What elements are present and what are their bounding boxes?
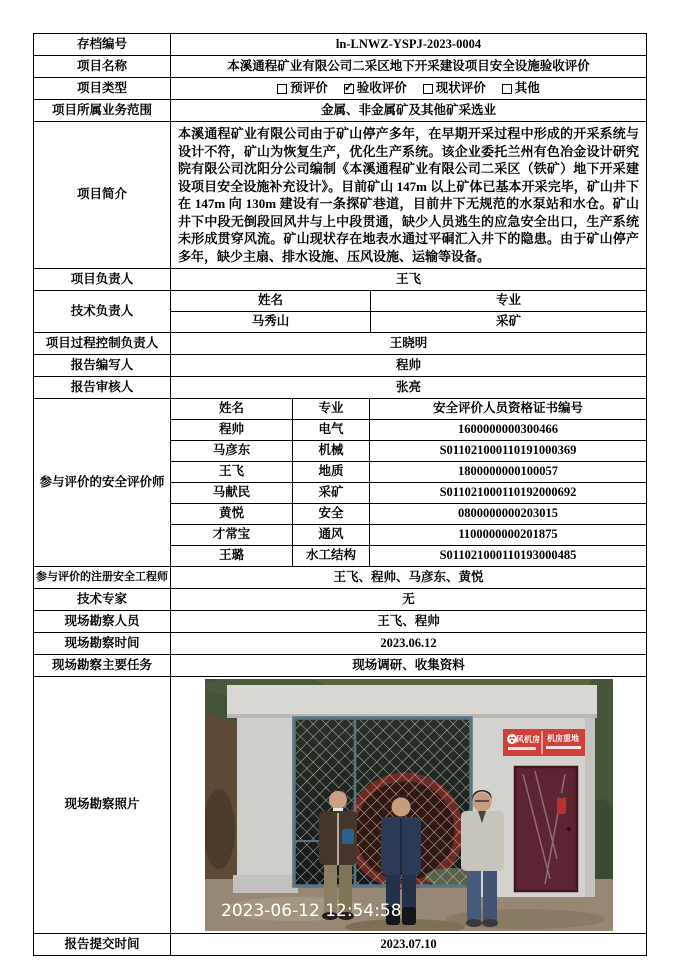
option-acceptance-evaluation xyxy=(344,81,407,97)
checkbox-unchecked-icon xyxy=(423,84,433,94)
column-header-major: 专业 xyxy=(495,293,521,308)
row-tech-leader xyxy=(34,291,646,333)
row-archive-no xyxy=(34,34,646,56)
evaluator-name: 王飞 xyxy=(171,462,293,482)
field-label: 项目类型 xyxy=(34,78,171,99)
row-project-type xyxy=(34,78,646,100)
row-report-writer xyxy=(34,355,646,377)
row-project-leader xyxy=(34,269,646,291)
row-survey-photo xyxy=(34,677,646,934)
evaluator-row xyxy=(171,420,646,441)
evaluator-row xyxy=(171,441,646,462)
field-label: 项目名称 xyxy=(34,56,171,77)
tech-leader-row xyxy=(171,312,646,332)
checkbox-label: 验收评价 xyxy=(356,80,407,95)
evaluator-name: 程帅 xyxy=(171,420,293,440)
survey-photo-cell xyxy=(171,677,646,933)
tech-leader-major: 采矿 xyxy=(495,314,521,329)
checkbox-label: 预评价 xyxy=(290,80,328,95)
option-pre-evaluation xyxy=(277,81,328,97)
evaluator-major: 地质 xyxy=(293,462,370,482)
checkbox-label: 现状评价 xyxy=(435,80,486,95)
evaluator-cert: 1100000000201875 xyxy=(458,527,558,542)
field-label: 现场勘察主要任务 xyxy=(34,655,171,676)
evaluator-major: 机械 xyxy=(293,441,370,461)
survey-staff: 王飞、程帅 xyxy=(377,613,440,628)
tech-experts: 无 xyxy=(402,591,415,606)
column-header-name: 姓名 xyxy=(171,399,293,419)
project-info-table xyxy=(33,33,647,956)
report-submit-date: 2023.07.10 xyxy=(380,936,437,951)
report-reviewer: 张亮 xyxy=(395,379,421,394)
door-handle xyxy=(567,827,571,831)
evaluator-major: 通风 xyxy=(293,525,370,545)
checkbox-label: 其他 xyxy=(514,80,540,95)
survey-date: 2023.06.12 xyxy=(380,635,437,650)
field-label: 报告编写人 xyxy=(34,355,171,376)
row-project-brief xyxy=(34,122,646,269)
option-other xyxy=(502,81,540,97)
project-type-options xyxy=(171,78,646,99)
row-survey-staff xyxy=(34,611,646,633)
project-name: 本溪通程矿业有限公司二采区地下开采建设项目安全设施验收评价 xyxy=(227,58,590,73)
field-label: 技术专家 xyxy=(34,589,171,610)
registered-engineers: 王飞、程帅、马彦东、黄悦 xyxy=(333,569,484,584)
field-label: 报告提交时间 xyxy=(34,934,171,955)
evaluator-name: 才常宝 xyxy=(171,525,293,545)
field-label: 存档编号 xyxy=(34,34,171,55)
evaluator-row xyxy=(171,504,646,525)
evaluators-subtable xyxy=(171,399,646,566)
tech-leader-header xyxy=(171,291,646,312)
field-label: 项目过程控制负责人 xyxy=(34,333,171,354)
evaluator-row xyxy=(171,546,646,566)
evaluator-cert: 0800000000203015 xyxy=(458,506,558,521)
field-label: 技术负责人 xyxy=(34,291,171,332)
process-control-leader: 王晓明 xyxy=(389,335,428,350)
evaluator-row xyxy=(171,483,646,504)
report-writer: 程帅 xyxy=(395,357,421,372)
field-label: 参与评价的注册安全工程师 xyxy=(34,567,171,588)
evaluator-name: 王璐 xyxy=(171,546,293,566)
field-label: 现场勘察时间 xyxy=(34,633,171,654)
checkbox-checked-icon xyxy=(344,84,354,94)
row-survey-task xyxy=(34,655,646,677)
survey-task: 现场调研、收集资料 xyxy=(352,657,465,672)
column-header-major: 专业 xyxy=(293,399,370,419)
tech-leader-subtable xyxy=(171,291,646,332)
row-report-reviewer xyxy=(34,377,646,399)
row-survey-date xyxy=(34,633,646,655)
evaluator-major: 采矿 xyxy=(293,483,370,503)
row-evaluators xyxy=(34,399,646,567)
evaluators-header xyxy=(171,399,646,420)
tech-leader-name: 马秀山 xyxy=(171,312,371,332)
warning-sign xyxy=(503,729,585,756)
business-scope: 金属、非金属矿及其他矿采选业 xyxy=(320,102,496,117)
field-label: 现场勘察人员 xyxy=(34,611,171,632)
evaluator-row xyxy=(171,462,646,483)
evaluator-cert: S011021000110193000485 xyxy=(439,548,577,563)
checkbox-unchecked-icon xyxy=(502,84,512,94)
row-submit-date xyxy=(34,934,646,955)
row-tech-experts xyxy=(34,589,646,611)
fire-extinguisher xyxy=(557,797,566,814)
steel-door xyxy=(515,767,577,891)
evaluator-major: 水工结构 xyxy=(293,546,370,566)
row-business-scope xyxy=(34,100,646,122)
evaluator-major: 安全 xyxy=(293,504,370,524)
evaluator-cert: 1600000000300466 xyxy=(458,422,558,437)
field-label: 参与评价的安全评价师 xyxy=(34,399,171,566)
field-label: 现场勘察照片 xyxy=(34,677,171,933)
checkbox-unchecked-icon xyxy=(277,84,287,94)
site-photo xyxy=(205,679,613,931)
column-header-name: 姓名 xyxy=(171,291,371,311)
evaluator-cert: S011021000110192000692 xyxy=(439,485,577,500)
row-project-name xyxy=(34,56,646,78)
project-brief-text: 本溪通程矿业有限公司由于矿山停产多年，在早期开采过程中形成的开采系统与设计不符，矿山为恢复生产，优化生产系统。该企业委托兰州有色冶金设计研究院有限公司沈阳分公司编制《本溪通程矿业有限公司二采区（铁矿）地下开采建设项目安全设施补充设计》。目前矿山 147m 以上矿体已基本开采完毕，矿山井下在 147m 向 130m 建设有一条探矿巷道，目前井下无规范的水泵站和水仓。矿山井下中段无倒段回风井与上中段贯通，缺少人员逃生的应急安全出口，生产系统未形成贯穿风流。矿山现状存在地表水通过平硐汇入井下的隐患。由于矿山停产多年，缺少主扇、排水设施、压风设施、运输等设备。 xyxy=(178,126,639,264)
photo-timestamp: 2023-06-12 12:54:58 xyxy=(220,901,402,921)
field-label: 项目负责人 xyxy=(34,269,171,290)
row-registered-engineers xyxy=(34,567,646,589)
row-process-control xyxy=(34,333,646,355)
evaluator-name: 马彦东 xyxy=(171,441,293,461)
evaluator-major: 电气 xyxy=(293,420,370,440)
sign-fan-room-text: 风机房 xyxy=(515,735,540,744)
evaluator-cert: 1800000000100057 xyxy=(458,464,558,479)
project-leader: 王飞 xyxy=(395,271,421,286)
evaluator-name: 黄悦 xyxy=(171,504,293,524)
sign-restricted-text: 机房重地 xyxy=(546,734,579,743)
field-label: 项目所属业务范围 xyxy=(34,100,171,121)
field-label: 项目简介 xyxy=(34,122,171,268)
column-header-cert: 安全评价人员资格证书编号 xyxy=(432,401,583,416)
evaluator-row xyxy=(171,525,646,546)
evaluator-name: 马献民 xyxy=(171,483,293,503)
option-status-evaluation xyxy=(423,81,486,97)
archive-number: ln-LNWZ-YSPJ-2023-0004 xyxy=(335,36,482,51)
evaluator-cert: S011021000110191000369 xyxy=(439,443,577,458)
field-label: 报告审核人 xyxy=(34,377,171,398)
